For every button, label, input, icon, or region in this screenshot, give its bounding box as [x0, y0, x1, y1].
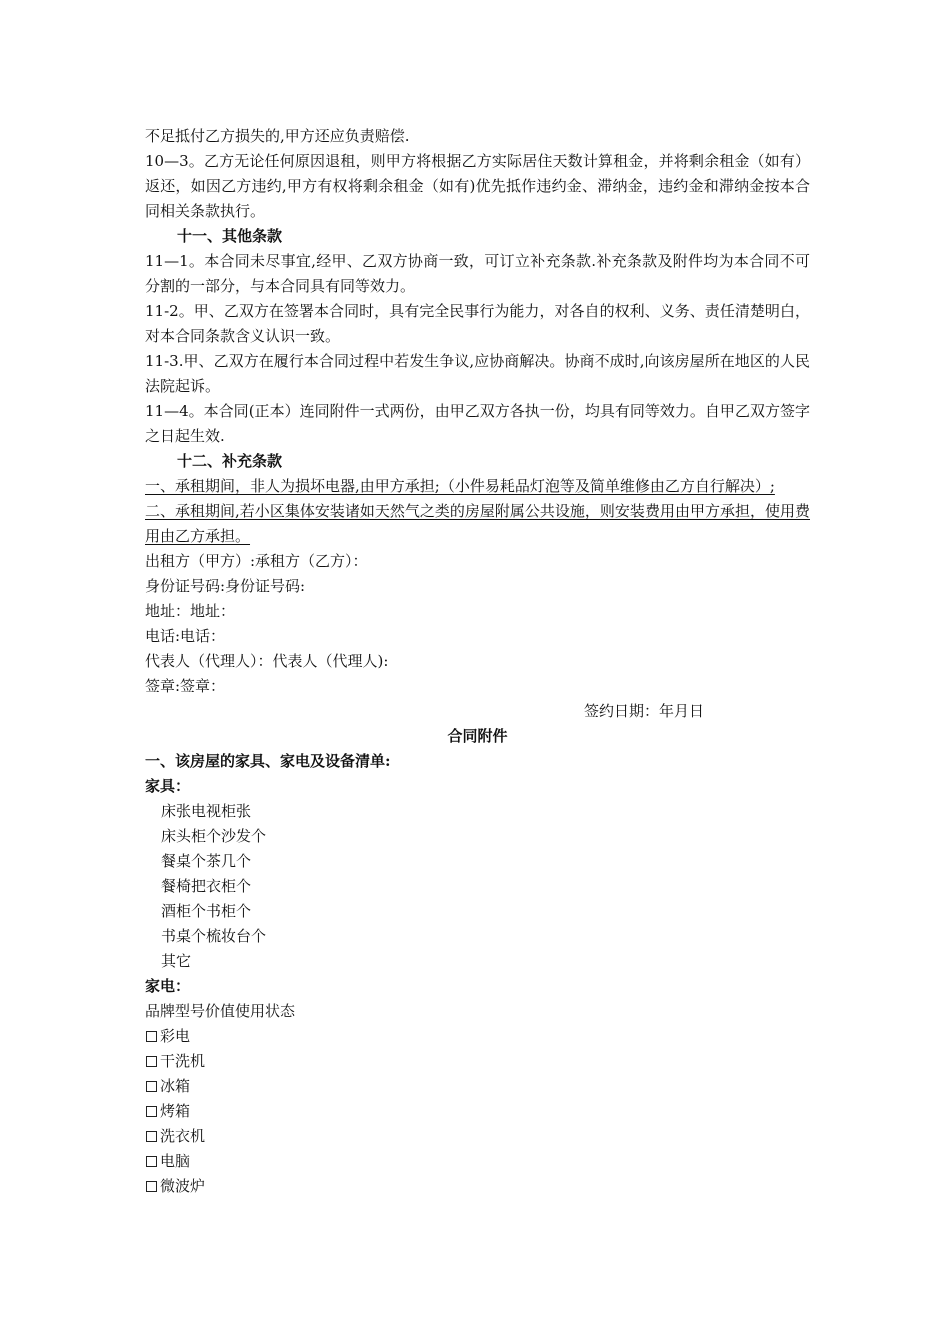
checkbox-icon[interactable]: [146, 1106, 157, 1117]
annex-title: 合同附件: [447, 727, 508, 745]
appliance-item-label: 微波炉: [160, 1177, 206, 1195]
furniture-item: 床头柜个沙发个: [161, 827, 267, 845]
checkbox-icon[interactable]: [146, 1056, 157, 1067]
appliance-item: [145, 1049, 810, 1074]
appliance-item: [145, 1174, 810, 1199]
clause-11-3: 11-3.甲、乙双方在履行本合同过程中若发生争议,应协商解决。协商不成时,向该房屋所在地区的人民法院起诉。: [145, 352, 810, 395]
appliance-item: [145, 1074, 810, 1099]
signature-line-address: 地址：地址：: [145, 602, 236, 620]
checkbox-icon[interactable]: [146, 1131, 157, 1142]
signature-line-phone: 电话:电话：: [145, 627, 226, 645]
checkbox-icon[interactable]: [146, 1081, 157, 1092]
signature-line-seal: 签章:签章：: [145, 677, 226, 695]
appliance-item-label: 干洗机: [160, 1052, 206, 1070]
signing-date: 签约日期：年月日: [583, 702, 704, 720]
appliance-item: [145, 1124, 810, 1149]
furniture-item: 酒柜个书柜个: [161, 902, 252, 920]
furniture-item: 餐椅把衣柜个: [161, 877, 252, 895]
appliance-item-label: 洗衣机: [160, 1127, 206, 1145]
appliance-item-label: 电脑: [160, 1152, 191, 1170]
furniture-item: 书桌个梳妆台个: [161, 927, 267, 945]
appliance-header: 品牌型号价值使用状态: [145, 1002, 296, 1020]
clause-11-1: 11—1。本合同未尽事宜,经甲、乙双方协商一致，可订立补充条款.补充条款及附件均为本合同不可分割的一部分，与本合同具有同等效力。: [145, 252, 810, 295]
signature-line-agent: 代表人（代理人）：代表人（代理人):: [145, 652, 389, 670]
furniture-item: 其它: [161, 952, 192, 970]
section-heading-12: 十二、补充条款: [177, 452, 283, 470]
supplementary-clause-2: 二、承租期间,若小区集体安装诸如天然气之类的房屋附属公共设施，则安装费用由甲方承担，使用费用由乙方承担。: [145, 502, 810, 545]
checkbox-icon[interactable]: [146, 1156, 157, 1167]
appliance-item: [145, 1149, 810, 1174]
annex-subtitle: 一、该房屋的家具、家电及设备清单:: [145, 752, 391, 770]
appliance-item-label: 彩电: [160, 1027, 191, 1045]
furniture-label: 家具：: [145, 777, 191, 795]
appliance-label: 家电：: [145, 977, 191, 995]
appliance-item-label: 烤箱: [160, 1102, 191, 1120]
appliance-item: [145, 1024, 810, 1049]
section-heading-11: 十一、其他条款: [177, 227, 283, 245]
paragraph: 10—3。乙方无论任何原因退租，则甲方将根据乙方实际居住天数计算租金，并将剩余租金（如有）返还，如因乙方违约,甲方有权将剩余租金（如有)优先抵作违约金、滞纳金，违约金和滞纳金按本合同相关条款执行。: [145, 152, 810, 220]
checkbox-icon[interactable]: [146, 1031, 157, 1042]
signature-line-id: 身份证号码:身份证号码:: [145, 577, 306, 595]
checkbox-icon[interactable]: [146, 1181, 157, 1192]
paragraph: 不足抵付乙方损失的,甲方还应负责赔偿.: [145, 127, 410, 145]
document-body: [145, 124, 810, 1199]
furniture-item: 餐桌个茶几个: [161, 852, 252, 870]
signature-line-parties: 出租方（甲方）:承租方（乙方）：: [145, 552, 368, 570]
furniture-item: 床张电视柜张: [161, 802, 252, 820]
appliance-item: [145, 1099, 810, 1124]
appliance-item-label: 冰箱: [160, 1077, 191, 1095]
supplementary-clause-1: 一、承租期间，非人为损坏电器,由甲方承担;（小件易耗品灯泡等及简单维修由乙方自行解决）;: [145, 477, 775, 495]
clause-11-4: 11—4。本合同(正本）连同附件一式两份，由甲乙双方各执一份，均具有同等效力。自甲乙双方签字之日起生效.: [145, 402, 810, 445]
clause-11-2: 11-2。甲、乙双方在签署本合同时，具有完全民事行为能力，对各自的权利、义务、责任清楚明白，对本合同条款含义认识一致。: [145, 302, 810, 345]
